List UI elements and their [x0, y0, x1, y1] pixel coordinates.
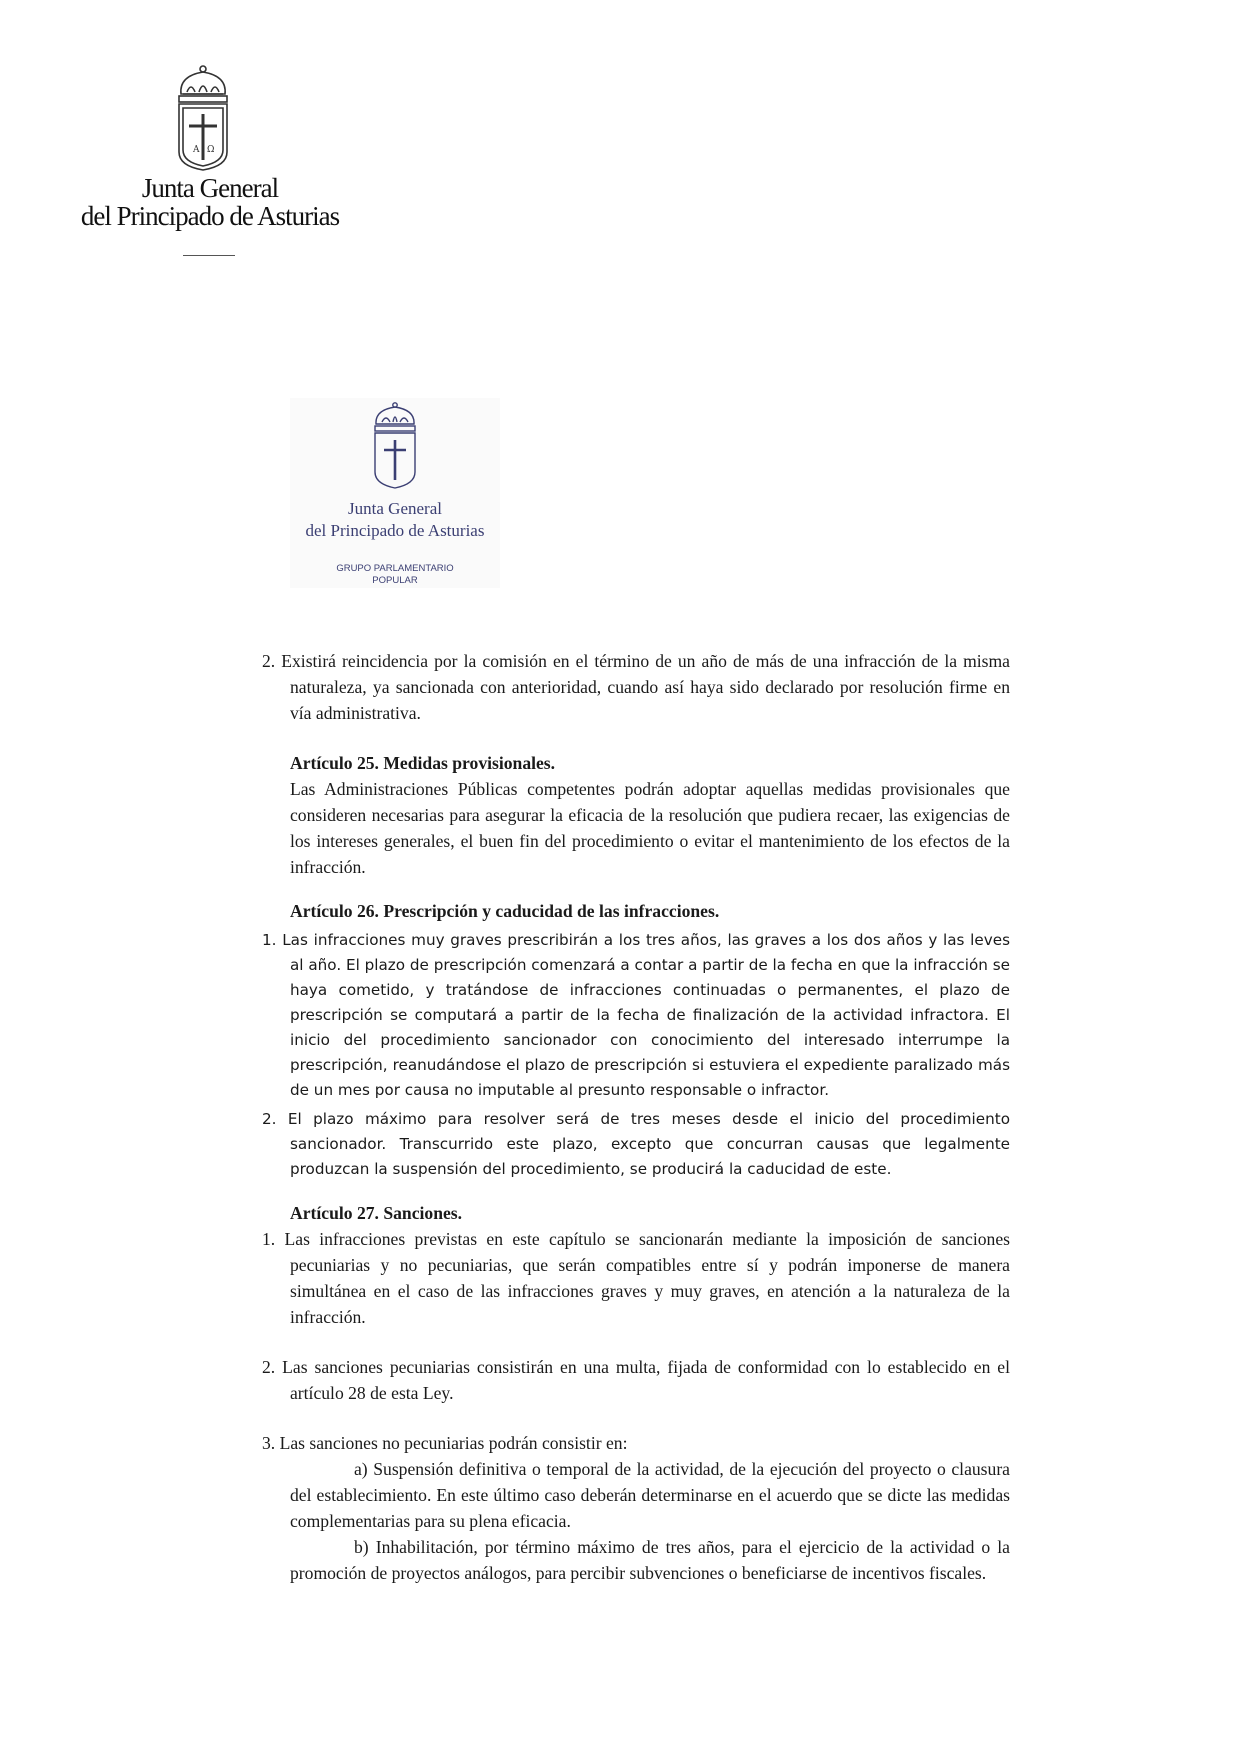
group-logo-title: [280, 498, 510, 542]
article-27-paragraph-2: 2. Las sanciones pecuniarias consistirán en una multa, fijada de conformidad con lo establecido en el artículo 28 de esta Ley.: [262, 1357, 1010, 1403]
paragraph-reincidencia: 2. Existirá reincidencia por la comisión en el término de un año de más de una infracción de la misma naturaleza, ya sancionada con anterioridad, cuando así haya sido declarado por resolución firme en vía administrativa.: [262, 651, 1010, 723]
group-logo-subtitle: [300, 563, 490, 587]
institution-name-line2: del Principado de Asturias: [80, 201, 340, 231]
group-coat-of-arms-logo: [368, 402, 422, 490]
document-body: [262, 648, 1010, 1586]
article-27-paragraph-1: 1. Las infracciones previstas en este capítulo se sancionarán mediante la imposición de sanciones pecuniarias y no pecuniarias, que serán compatibles entre sí y podrán imponerse de manera simultánea en el caso de las infracciones graves y muy graves, en atención a la naturaleza de la infracción.: [262, 1229, 1010, 1327]
article-27-item-b: [262, 1534, 1010, 1586]
article-26-paragraph-2: 2. El plazo máximo para resolver será de tres meses desde el inicio del procedimiento sancionador. Transcurrido este plazo, excepto que concurran causas que legalmente produzcan la suspensión del procedimiento, se producirá la caducidad de este.: [262, 1110, 1010, 1178]
group-logo-subtitle-line1: GRUPO PARLAMENTARIO: [336, 563, 454, 574]
svg-text:A: A: [193, 145, 200, 155]
article-25-text: Las Administraciones Públicas competentes podrán adoptar aquellas medidas provisionales que consideren necesarias para asegurar la eficacia de la resolución que pudiera recaer, las exigencias de los intereses generales, el buen fin del procedimiento o evitar el mantenimiento de los efectos de la infracción.: [290, 779, 1010, 877]
article-26-heading: Artículo 26. Prescripción y caducidad de las infracciones.: [290, 901, 720, 921]
article-27-paragraph-3: 3. Las sanciones no pecuniarias podrán consistir en:: [262, 1433, 628, 1453]
article-25-heading: Artículo 25. Medidas provisionales.: [290, 753, 556, 773]
svg-text:Ω: Ω: [207, 145, 215, 155]
article-26-paragraph-1: 1. Las infracciones muy graves prescribirán a los tres años, las graves a los dos años y las leves al año. El plazo de prescripción comenzará a contar a partir de la fecha en que la infracción se haya cometido, y tratándose de infracciones continuadas o permanentes, el plazo de prescripción se computará a partir de la fecha de finalización de la actividad infractora. El inicio del procedimiento sancionador con conocimiento del interesado interrumpe la prescripción, reanudándose el plazo de prescripción si estuviera el expediente paralizado más de un mes por causa no imputable al presunto responsable o infractor.: [262, 931, 1010, 1099]
article-27-item-a: [262, 1456, 1010, 1534]
article-27-item-a-text: a) Suspensión definitiva o temporal de la actividad, de la ejecución del proyecto o clausura del establecimiento. En este último caso deberán determinarse en el acuerdo que se dicte las medidas complementarias para su plena eficacia.: [290, 1459, 1010, 1531]
group-logo-title-line1: Junta General: [348, 499, 442, 518]
group-logo-subtitle-line2: POPULAR: [372, 575, 418, 586]
asturias-coat-of-arms-logo: [165, 64, 241, 174]
article-27-item-b-text: b) Inhabilitación, por término máximo de tres años, para el ejercicio de la actividad o la promoción de proyectos análogos, para percibir subvenciones o beneficiarse de incentivos fiscales.: [290, 1537, 1010, 1583]
article-27-heading: Artículo 27. Sanciones.: [290, 1203, 463, 1223]
group-logo-title-line2: del Principado de Asturias: [305, 521, 485, 540]
institution-name: [60, 174, 360, 230]
header-divider: [183, 255, 235, 256]
institution-name-line1: Junta General: [141, 173, 279, 203]
